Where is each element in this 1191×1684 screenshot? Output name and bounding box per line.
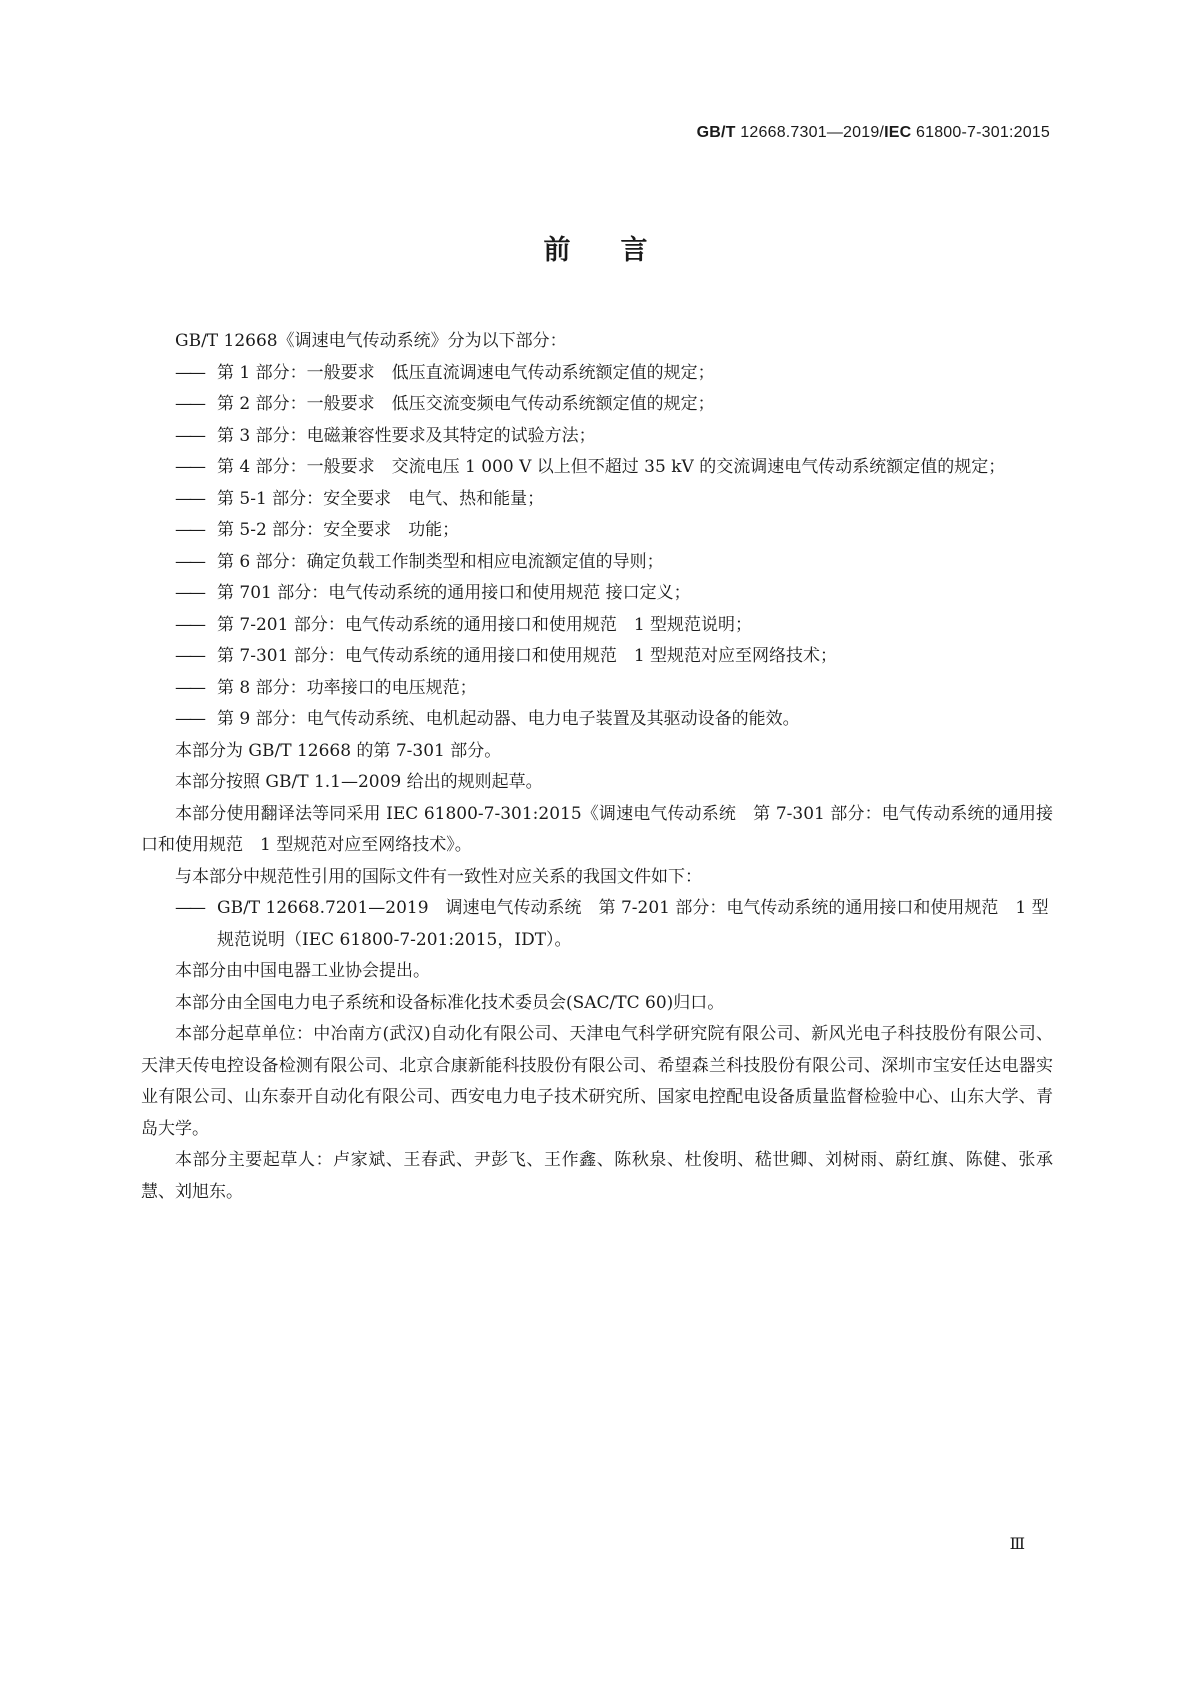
iec-number: 61800-7-301:2015 [916,124,1050,141]
list-item [141,704,1053,736]
list-item [141,673,1053,705]
part-text: 第 701 部分：电气传动系统的通用接口和使用规范 接口定义； [217,583,691,603]
part-text: 第 5-1 部分：安全要求 电气、热和能量； [217,488,545,509]
standard-number-header [697,124,1050,142]
dash-marker: —— [175,362,203,383]
dash-marker: —— [175,614,203,635]
standard-number: 12668.7301—2019/ [740,124,885,141]
part-text: 第 4 部分：一般要求 交流电压 1 000 V 以上但不超过 35 kV 的交流调速电气传动系统额定值的规定； [217,457,1006,477]
dash-marker: —— [175,898,203,918]
part-text: 第 8 部分：功率接口的电压规范； [217,677,477,698]
dash-marker: —— [175,677,203,698]
drafters-statement: 本部分主要起草人：卢家斌、王春武、尹彭飞、王作鑫、陈秋泉、杜俊明、嵇世卿、刘树雨、蔚红旗、陈健、张承慧、刘旭东。 [141,1150,1053,1202]
parts-intro: GB/T 12668《调速电气传动系统》分为以下部分： [175,331,567,351]
list-item [141,578,1053,610]
part-text: 第 7-201 部分：电气传动系统的通用接口和使用规范 1 型规范说明； [217,614,753,635]
list-item [141,641,1053,673]
references-intro: 与本部分中规范性引用的国际文件有一致性对应关系的我国文件如下： [175,866,702,887]
dash-marker: —— [175,583,203,603]
part-text: 第 7-301 部分：电气传动系统的通用接口和使用规范 1 型规范对应至网络技术； [217,646,838,666]
part-text: 第 6 部分：确定负载工作制类型和相应电流额定值的导则； [217,551,664,572]
dash-marker: —— [175,457,203,477]
reference-item [141,893,1053,956]
list-item [141,358,1053,390]
drafting-units-statement: 本部分起草单位：中冶南方(武汉)自动化有限公司、天津电气科学研究院有限公司、新风光电子科技股份有限公司、天津天传电控设备检测有限公司、北京合康新能科技股份有限公司、希望森兰科技股份有限公司、深圳市宝安任达电器实业有限公司、山东泰开自动化有限公司、西安电力电子技术研究所、国家电控配电设备质量监督检验中心、山东大学、青岛大学。 [141,1024,1053,1139]
list-item [141,515,1053,547]
list-item [141,610,1053,642]
dash-marker: —— [175,646,203,666]
list-item [141,389,1053,421]
drafting-rules-statement: 本部分按照 GB/T 1.1—2009 给出的规则起草。 [175,772,543,792]
dash-marker: —— [175,425,203,446]
dash-marker: —— [175,551,203,572]
list-item [141,547,1053,579]
page-number: Ⅲ [1009,1534,1024,1553]
standard-code: GB/T [696,124,736,141]
translation-statement: 本部分使用翻译法等同采用 IEC 61800-7-301:2015《调速电气传动系统 第 7-301 部分：电气传动系统的通用接口和使用规范 1 型规范对应至网络技术》。 [141,803,1053,855]
jurisdiction-statement: 本部分由全国电力电子系统和设备标准化技术委员会(SAC/TC 60)归口。 [175,992,725,1013]
part-text: 第 3 部分：电磁兼容性要求及其特定的试验方法； [217,425,596,446]
dash-marker: —— [175,394,203,414]
page-title: 前言 [543,235,698,266]
iec-code: IEC [884,124,912,141]
dash-marker: —— [175,709,203,729]
proposed-by-statement: 本部分由中国电器工业协会提出。 [175,961,430,981]
dash-marker: —— [175,520,203,540]
part-text: 第 2 部分：一般要求 低压交流变频电气传动系统额定值的规定； [217,394,715,414]
part-text: 第 1 部分：一般要求 低压直流调速电气传动系统额定值的规定； [217,362,715,383]
foreword-body [141,326,1053,1208]
part-of-statement: 本部分为 GB/T 12668 的第 7-301 部分。 [175,740,502,761]
dash-marker: —— [175,488,203,509]
list-item [141,452,1053,484]
list-item [141,484,1053,516]
part-text: 第 5-2 部分：安全要求 功能； [217,520,460,540]
reference-text: GB/T 12668.7201—2019 调速电气传动系统 第 7-201 部分：电气传动系统的通用接口和使用规范 1 型规范说明（IEC 61800-7-201:2015，IDT）。 [217,898,1049,950]
list-item [141,421,1053,453]
part-text: 第 9 部分：电气传动系统、电机起动器、电力电子装置及其驱动设备的能效。 [217,709,800,729]
